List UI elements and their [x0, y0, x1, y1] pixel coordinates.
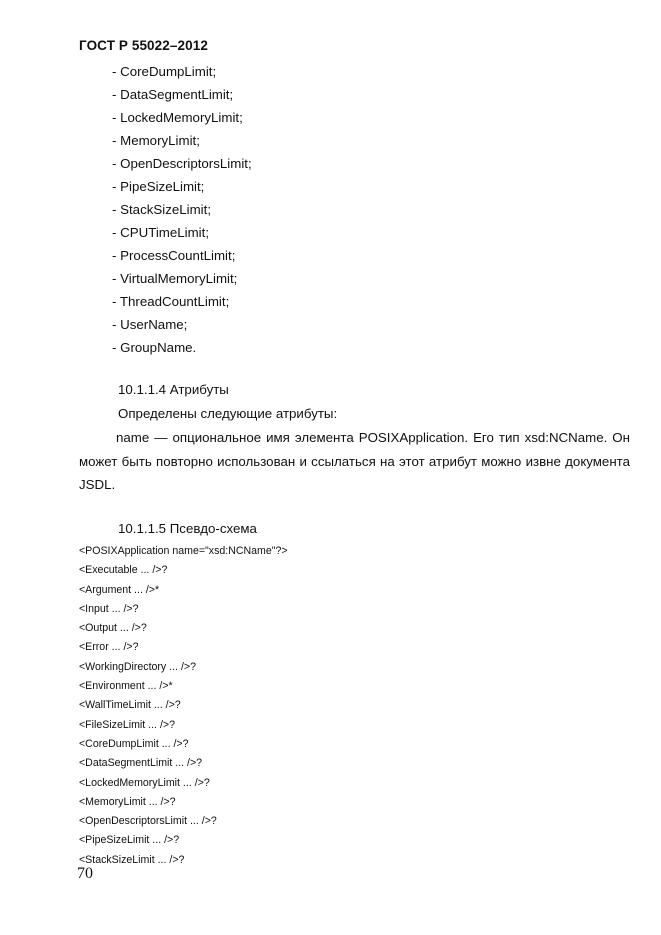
paragraph-line: name — опциональное имя элемента POSIXApplication. Его тип xsd:NCName. Он [116, 430, 630, 445]
paragraph-line: JSDL. [79, 477, 116, 492]
page-number: 70 [77, 865, 93, 882]
section-heading-attributes: 10.1.1.4 Атрибуты [118, 382, 229, 397]
list-item: - CoreDumpLimit; [112, 64, 217, 79]
list-item: - VirtualMemoryLimit; [112, 271, 238, 286]
name-attribute-paragraph [79, 426, 630, 497]
code-line: <Error ... />? [79, 641, 139, 654]
list-item: - PipeSizeLimit; [112, 179, 205, 194]
attributes-intro: Определены следующие атрибуты: [118, 406, 338, 421]
code-line: <DataSegmentLimit ... />? [79, 757, 203, 770]
list-item: - UserName; [112, 317, 188, 332]
list-item: - ThreadCountLimit; [112, 294, 230, 309]
code-line: <PipeSizeLimit ... />? [79, 834, 180, 847]
code-line: <StackSizeLimit ... />? [79, 853, 185, 866]
code-line: <WallTimeLimit ... />? [79, 699, 181, 712]
code-line: <POSIXApplication name="xsd:NCName"?> [79, 545, 288, 557]
code-line: <Environment ... />* [79, 680, 173, 693]
code-line: <Argument ... />* [79, 583, 160, 596]
pseudo-schema-code [79, 544, 288, 872]
limits-list [112, 62, 252, 361]
code-line: <WorkingDirectory ... />? [79, 660, 196, 673]
code-line: <Executable ... />? [79, 564, 168, 577]
list-item: - CPUTimeLimit; [112, 225, 210, 240]
code-line: <Input ... />? [79, 602, 139, 615]
paragraph-line: может быть повторно использован и ссылаться на этот атрибут можно извне документа [79, 453, 630, 469]
list-item: - DataSegmentLimit; [112, 87, 234, 102]
code-line: <Output ... />? [79, 622, 147, 635]
code-line: <LockedMemoryLimit ... />? [79, 776, 210, 789]
code-line: <CoreDumpLimit ... />? [79, 737, 189, 750]
list-item: - LockedMemoryLimit; [112, 110, 243, 125]
document-header: ГОСТ Р 55022–2012 [79, 38, 208, 53]
section-heading-pseudo-schema: 10.1.1.5 Псевдо-схема [118, 521, 257, 536]
list-item: - MemoryLimit; [112, 133, 200, 148]
code-line: <FileSizeLimit ... />? [79, 718, 175, 731]
code-line: <OpenDescriptorsLimit ... />? [79, 815, 217, 828]
list-item: - StackSizeLimit; [112, 202, 212, 217]
code-line: <MemoryLimit ... />? [79, 795, 176, 808]
list-item: - OpenDescriptorsLimit; [112, 156, 252, 171]
list-item: - GroupName. [112, 340, 197, 355]
list-item: - ProcessCountLimit; [112, 248, 236, 263]
